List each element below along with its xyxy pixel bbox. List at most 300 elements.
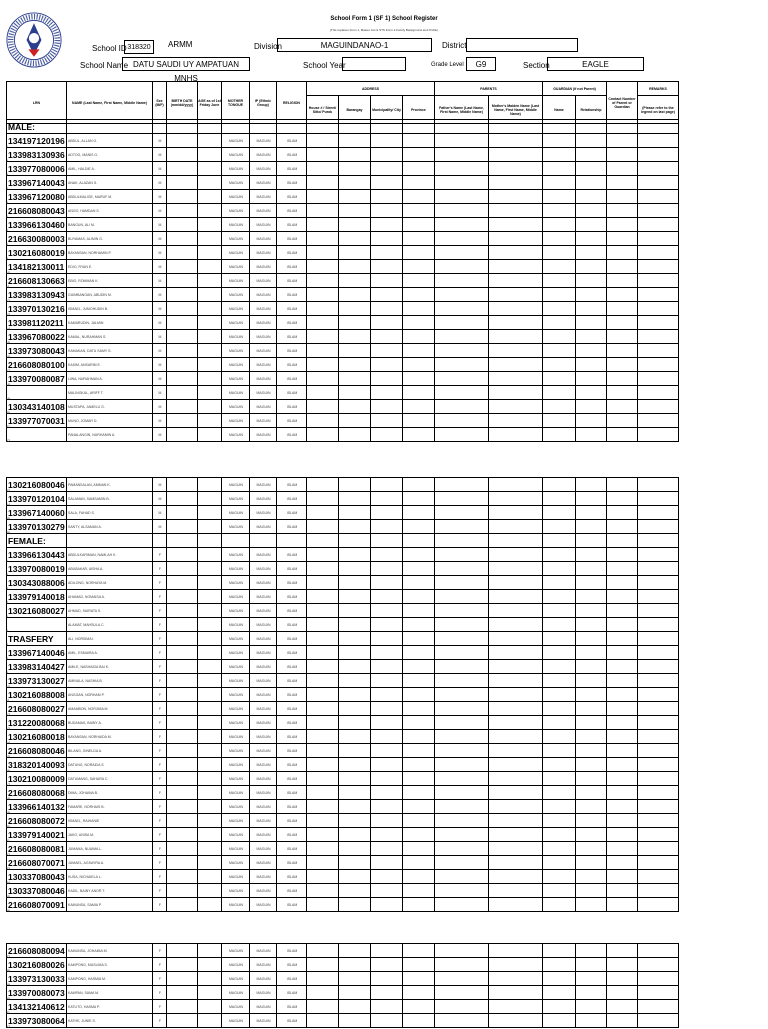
empty-cell [198,870,222,884]
empty-cell [198,856,222,870]
lrn-value: 216630080003 [8,233,65,244]
empty-cell [435,744,489,758]
row-number: 30 [6,997,10,1001]
empty-cell [489,478,543,492]
ip-cell: MAGUIN [250,386,277,400]
lrn-cell [7,986,67,1000]
row-number: 32 [6,1025,10,1029]
empty-cell [339,316,371,330]
empty-cell [198,428,222,442]
lrn-value: 133981120211 [8,317,64,328]
table-row [7,190,679,204]
col-religion: RELIGION [277,82,307,124]
mother-tongue-cell: MAGUIN [222,190,250,204]
mother-tongue-cell: MAGUIN [222,604,250,618]
empty-cell [167,372,198,386]
empty-cell [198,478,222,492]
mother-tongue-cell: MAGUIN [222,330,250,344]
religion-cell: ISLAM [277,386,307,400]
empty-cell [435,898,489,912]
school-year-field[interactable] [342,57,406,71]
empty-cell [638,492,679,506]
district-field[interactable] [466,38,578,52]
mother-tongue-cell: MAGUIN [222,386,250,400]
empty-cell [543,870,576,884]
empty-cell [576,120,607,134]
name-cell: ANGO, HAMDAN S. [67,204,153,218]
mother-tongue-cell: MAGUIN [222,618,250,632]
empty-cell [371,358,403,372]
empty-cell [167,162,198,176]
empty-cell [167,986,198,1000]
mother-tongue-cell: MAGUIN [222,344,250,358]
lrn-cell [7,478,67,492]
row-number: 8 [6,657,8,661]
table-row [7,162,679,176]
empty-cell [339,1014,371,1028]
sex-cell: F [153,870,167,884]
empty-cell [489,316,543,330]
lrn-value: 133970080019 [8,563,65,574]
empty-cell [339,814,371,828]
empty-cell [543,386,576,400]
ip-cell: MAGUIN [250,1000,277,1014]
empty-cell [489,604,543,618]
mother-tongue-cell: MAGUIN [222,218,250,232]
empty-cell [307,134,339,148]
empty-cell [167,492,198,506]
empty-cell [339,478,371,492]
table-row [7,204,679,218]
empty-cell [371,884,403,898]
empty-cell [198,176,222,190]
empty-cell [435,386,489,400]
empty-cell [339,576,371,590]
name-cell: FAMARE, NORHAIS B. [67,800,153,814]
lrn-value: 133973130027 [8,675,65,686]
lrn-cell [7,688,67,702]
empty-cell [403,386,435,400]
empty-cell [339,344,371,358]
section-label-text: MALE: [8,121,35,132]
empty-cell [638,884,679,898]
empty-cell [339,506,371,520]
col-address: ADDRESS [307,82,435,96]
table-row [7,618,679,632]
empty-cell [576,870,607,884]
empty-cell [435,218,489,232]
col-mother-tongue: MOTHER TONGUE [222,82,250,124]
table-row [7,674,679,688]
empty-cell [543,302,576,316]
empty-cell [435,428,489,442]
lrn-cell [7,958,67,972]
empty-cell [543,856,576,870]
section-field[interactable]: EAGLE [547,57,644,71]
empty-cell [339,660,371,674]
lrn-cell [7,288,67,302]
sex-cell: M [153,162,167,176]
sex-cell: F [153,716,167,730]
empty-cell [576,414,607,428]
name-cell: LIWA, NURAHMAN A. [67,372,153,386]
mother-tongue-cell: MAGUIN [222,148,250,162]
empty-cell [576,548,607,562]
empty-cell [576,316,607,330]
ip-cell: MAGUIN [250,870,277,884]
lrn-value: 130216080026 [8,959,65,970]
empty-cell [489,274,543,288]
empty-cell [576,730,607,744]
lrn-value: 216608080100 [8,359,65,370]
empty-cell [435,176,489,190]
empty-cell [435,730,489,744]
table-row [7,428,679,442]
empty-cell [576,590,607,604]
ip-cell: MAGUIN [250,330,277,344]
empty-cell [435,316,489,330]
empty-cell [576,386,607,400]
empty-cell [307,660,339,674]
empty-cell [489,288,543,302]
empty-cell [339,400,371,414]
col-guardian-name: Name [543,96,576,124]
empty-cell [371,134,403,148]
row-number: 7 [6,229,8,233]
empty-cell [371,260,403,274]
empty-cell [435,814,489,828]
empty-cell [489,176,543,190]
empty-cell [371,758,403,772]
empty-cell [435,590,489,604]
empty-cell [198,562,222,576]
empty-cell [489,1000,543,1014]
empty-cell [576,534,607,548]
empty-cell [167,618,198,632]
name-cell: DIMA, JOHAINA B. [67,786,153,800]
empty-cell [638,176,679,190]
mother-tongue-cell: MAGUIN [222,288,250,302]
empty-cell [638,632,679,646]
empty-cell [435,120,489,134]
ip-cell: MAGUIN [250,800,277,814]
lrn-cell [7,800,67,814]
section-label [7,120,67,134]
empty-cell [607,576,638,590]
empty-cell [167,204,198,218]
name-cell: BAYANSAN, NORHAMIN P. [67,246,153,260]
empty-cell [576,358,607,372]
empty-cell [198,190,222,204]
empty-cell [198,330,222,344]
table-row [7,548,679,562]
row-number: 5 [6,201,8,205]
name-cell: KASIM, ANSARIM E. [67,358,153,372]
empty-cell [543,520,576,534]
religion-cell: ISLAM [277,884,307,898]
lrn-cell [7,162,67,176]
empty-cell [489,716,543,730]
empty-cell [198,744,222,758]
empty-cell [198,772,222,786]
empty-cell [607,716,638,730]
mother-tongue-cell: MAGUIN [222,428,250,442]
empty-cell [576,330,607,344]
lrn-value: 133970080087 [8,373,65,384]
empty-cell [489,400,543,414]
row-number: 11 [6,699,10,703]
empty-cell [371,506,403,520]
empty-cell [489,534,543,548]
lrn-cell [7,302,67,316]
empty-cell [198,632,222,646]
empty-cell [638,386,679,400]
empty-cell [403,372,435,386]
empty-cell [435,958,489,972]
empty-cell [435,414,489,428]
empty-cell [167,576,198,590]
religion-cell: ISLAM [277,842,307,856]
empty-cell [607,520,638,534]
empty-cell [167,786,198,800]
sex-cell: M [153,492,167,506]
empty-cell [607,176,638,190]
empty-cell [403,400,435,414]
mother-tongue-cell: MAGUIN [222,884,250,898]
empty-cell [307,870,339,884]
empty-cell [543,534,576,548]
religion-cell: ISLAM [277,870,307,884]
sex-cell: F [153,944,167,958]
empty-cell [371,288,403,302]
ip-cell: MAGUIN [250,772,277,786]
empty-cell [307,520,339,534]
empty-cell [489,386,543,400]
table-row [7,898,679,912]
empty-cell [339,842,371,856]
empty-cell [307,492,339,506]
table-row [7,1014,679,1028]
empty-cell [371,898,403,912]
lrn-cell [7,218,67,232]
empty-cell [638,330,679,344]
empty-cell [435,134,489,148]
empty-cell [339,944,371,958]
ip-cell: MAGUIN [250,162,277,176]
lrn-cell [7,758,67,772]
empty-cell [198,534,222,548]
lrn-cell [7,190,67,204]
mother-tongue-cell: MAGUIN [222,716,250,730]
sex-cell: F [153,646,167,660]
lrn-value: 216608080094 [8,945,65,956]
lrn-cell [7,870,67,884]
empty-cell [403,316,435,330]
empty-cell [167,288,198,302]
lrn-cell [7,856,67,870]
empty-cell [489,260,543,274]
mother-tongue-cell: MAGUIN [222,232,250,246]
lrn-cell [7,548,67,562]
ip-cell: MAGUIN [250,316,277,330]
row-number: 14 [6,327,10,331]
sex-cell: F [153,576,167,590]
table-row [7,176,679,190]
empty-cell [543,674,576,688]
empty-cell [339,744,371,758]
empty-cell [307,800,339,814]
row-number: 18 [6,797,10,801]
lrn-value: 133967120080 [8,191,65,202]
row-number: 15 [6,341,10,345]
empty-cell [638,400,679,414]
name-cell: PANALANGIN, NURHAMIN A. [67,428,153,442]
lrn-value: 130216080046 [8,479,65,490]
empty-cell [307,898,339,912]
lrn-cell [7,972,67,986]
empty-cell [638,162,679,176]
empty-cell [638,288,679,302]
sex-cell: M [153,134,167,148]
empty-cell [198,730,222,744]
name-cell: KATUTO, HASMA P. [67,1000,153,1014]
name-cell: BUYAMAS, ALIMIN G. [67,232,153,246]
name-cell: ISMAEL, JUMOHUDIN B. [67,302,153,316]
empty-cell [489,660,543,674]
religion-cell: ISLAM [277,814,307,828]
empty-cell [339,716,371,730]
empty-cell [576,246,607,260]
empty-cell [198,148,222,162]
empty-cell [403,744,435,758]
name-cell: BILANG, GINELDA A. [67,744,153,758]
empty-cell [543,562,576,576]
religion-cell: ISLAM [277,330,307,344]
empty-cell [167,730,198,744]
empty-cell [435,232,489,246]
empty-cell [543,176,576,190]
lrn-cell [7,674,67,688]
lrn-cell [7,400,67,414]
grade-level-field[interactable]: G9 [466,57,496,71]
empty-cell [167,400,198,414]
empty-cell [339,148,371,162]
name-cell: EBIO, ROMMAN K. [67,274,153,288]
empty-cell [638,772,679,786]
name-cell: ISMAEL, RAIHANIE [67,814,153,828]
col-remarks-sub: (Please refer to the legend on last page) [638,96,679,124]
table-row [7,134,679,148]
religion-cell: ISLAM [277,148,307,162]
empty-cell [307,814,339,828]
empty-cell [339,702,371,716]
lrn-value: 216608080068 [8,787,65,798]
name-cell: KUSA, NICHAIELA L. [67,870,153,884]
empty-cell [543,1000,576,1014]
empty-cell [435,660,489,674]
religion-cell: ISLAM [277,246,307,260]
empty-cell [607,856,638,870]
table-row [7,274,679,288]
empty-cell [371,218,403,232]
empty-cell [489,730,543,744]
empty-cell [307,744,339,758]
empty-cell [638,758,679,772]
empty-cell [638,898,679,912]
empty-cell [198,842,222,856]
empty-cell [543,576,576,590]
mother-tongue-cell: MAGUIN [222,1000,250,1014]
empty-cell [435,1000,489,1014]
empty-cell [167,506,198,520]
sex-cell: M [153,176,167,190]
empty-cell [167,758,198,772]
empty-cell [198,386,222,400]
school-id-field[interactable]: 318320 [124,40,154,54]
empty-cell [198,576,222,590]
sex-cell: F [153,730,167,744]
empty-cell [403,730,435,744]
empty-cell [607,702,638,716]
sex-cell: F [153,1014,167,1028]
empty-cell [371,162,403,176]
lrn-cell [7,562,67,576]
table-row [7,400,679,414]
empty-cell [607,414,638,428]
empty-cell [489,758,543,772]
sex-cell: F [153,744,167,758]
empty-cell [167,428,198,442]
lrn-cell [7,944,67,958]
empty-cell [543,646,576,660]
religion-cell: ISLAM [277,506,307,520]
empty-cell [489,814,543,828]
name-cell: ABUBAKAR, AISHA A. [67,562,153,576]
row-number: 24 [6,503,10,507]
grade-level-label: Grade Level [431,62,464,68]
empty-cell [403,772,435,786]
empty-cell [339,492,371,506]
empty-cell [167,972,198,986]
name-cell: ALAMAT, MAHSULA C. [67,618,153,632]
school-name-field[interactable]: DATU SAUDI UY AMPATUAN MNHS [122,57,250,71]
table-row [7,478,679,492]
empty-cell [543,548,576,562]
ip-cell: MAGUIN [250,842,277,856]
empty-cell [435,944,489,958]
empty-cell [371,786,403,800]
division-field[interactable]: MAGUINDANAO-1 [277,38,432,52]
section-row [7,120,679,134]
empty-cell [489,944,543,958]
empty-cell [403,506,435,520]
empty-cell [307,260,339,274]
empty-cell [339,618,371,632]
lrn-value: 134197120196 [8,135,65,146]
col-municipality: Municipality/ City [371,96,403,124]
ip-cell: MAGUIN [250,814,277,828]
empty-cell [167,870,198,884]
empty-cell [638,274,679,288]
empty-cell [543,814,576,828]
empty-cell [339,414,371,428]
religion-cell: ISLAM [277,520,307,534]
register-block-3 [6,943,679,1028]
name-cell: KAMAL, NURAHMAN S. [67,330,153,344]
empty-cell [576,190,607,204]
sex-cell: M [153,260,167,274]
row-number: 4 [6,601,8,605]
